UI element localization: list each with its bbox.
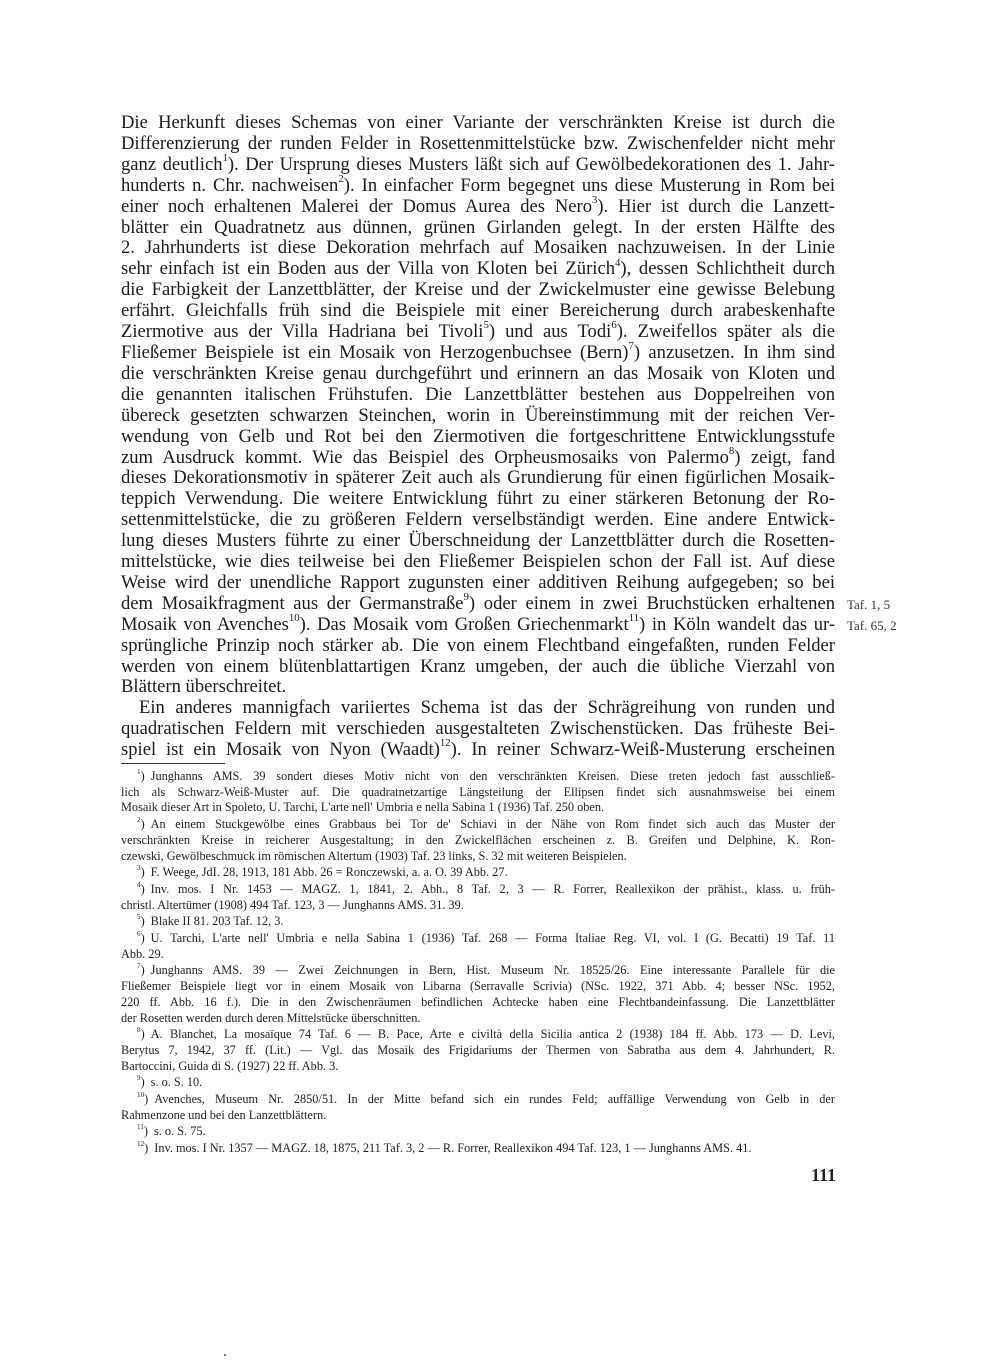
footnote-number: $^{11}$)	[137, 1123, 148, 1139]
footnote-line: christl. Altertümer (1908) 494 Taf. 123, 3 — Junghanns AMS. 31. 39.	[121, 897, 464, 912]
body-line: 2. Jahrhunderts ist diese Dekoration mehrfach auf Mosaiken nachzuweisen. In der Linie	[121, 237, 835, 259]
body-line: lung dieses Musters führte zu einer Überschneidung der Lanzettblätter durch die Rosetten-	[121, 530, 835, 552]
footnote-line: lich als Schwarz-Weiß-Muster auf. Die quadratnetzartige Längsteilung der Ellipsen findet sich ausnahmsweise bei einem	[121, 784, 835, 799]
body-line: Blättern überschreitet.	[121, 676, 287, 698]
body-line: Ziermotive aus der Villa Hadriana bei Tivoli$^5$) und aus Todi$^6$). Zweifellos später als die	[121, 319, 835, 343]
footnote-number: $^6$)	[137, 929, 145, 946]
margin-notes	[847, 595, 937, 637]
footnote	[121, 1124, 835, 1140]
footnote-line: Bartoccini, Guida di S. (1927) 22 ff. Abb. 3.	[121, 1058, 339, 1073]
body-line: sehr einfach ist ein Boden aus der Villa von Kloten bei Zürich$^4$), dessen Schlichtheit durch	[121, 256, 835, 280]
page-number: 111	[810, 1165, 836, 1185]
footnote-ref[interactable]: 5	[483, 319, 489, 332]
footnote-number: $^1$)	[137, 767, 145, 783]
footnote-line: Rahmenzone und bei den Lanzettblättern.	[121, 1107, 327, 1122]
footnote-number: $^{10}$)	[137, 1090, 149, 1107]
footnote-ref[interactable]: 9	[463, 591, 469, 604]
footnote-ref[interactable]: 6	[611, 319, 617, 332]
footnote-line: 220 ff. Abb. 16 f.). Die in den Zwischenräumen befindlichen Achtecke haben eine Flechtbandeinfassung. Die Lanzettblätter	[121, 994, 835, 1009]
footnote-line: Mosaik dieser Art in Spoleto, U. Tarchi, L'arte nell' Umbria e nella Sabina 1 (1936) Taf. 250 oben.	[121, 800, 605, 815]
body-line: Differenzierung der runden Felder in Rosettenmittelstücke bzw. Zwischenfelder nicht mehr	[121, 132, 835, 154]
footnote	[121, 1141, 835, 1157]
body-line: zum Ausdruck kommt. Wie das Beispiel des Orpheusmosaiks von Palermo$^8$) zeigt, fand	[121, 444, 835, 468]
footnote-line: $^1$) Junghanns AMS. 39 sondert dieses Motiv nicht von den verschränkten Kreisen. Diese treten jedoch fast ausschließ-	[137, 767, 835, 783]
footnote-line: verschränkten Kreise in reicherer Ausgestaltung; in den Zwickelflächen erscheinen z. B. Greifen und Delphine, K. Ron-	[121, 832, 835, 847]
footnote-ref[interactable]: 10	[288, 611, 300, 624]
margin-note-taf-65-2: Taf. 65, 2	[847, 617, 897, 633]
footnote-ref[interactable]: 11	[628, 611, 640, 624]
footnote-number: $^7$)	[137, 962, 145, 978]
body-line: Die Herkunft dieses Schemas von einer Variante der verschränkten Kreise ist durch die	[121, 112, 835, 133]
footnote-line: $^2$) An einem Stuckgewölbe eines Grabbaus bei Tor de' Schiavi in der Nähe von Rom findet sich auch das Muster der	[137, 815, 835, 832]
footnote-line: Abb. 29.	[121, 946, 164, 961]
body-line: dieses Dekorationsmotiv in späterer Zeit auch als Grundierung für einen figürlichen Mosaik-	[121, 467, 835, 489]
body-line: quadratischen Feldern mit verschieden ausgestalteten Zwischenstücken. Das früheste Bei-	[121, 718, 835, 740]
footnote-line: $^4$) Inv. mos. I Nr. 1453 — MAGZ. 1, 1841, 2. Abh., 8 Taf. 2, 3 — R. Forrer, Reallexikon der prähist., klass. u. früh-	[137, 880, 835, 896]
footnote-line: $^6$) U. Tarchi, L'arte nell' Umbria e nella Sabina 1 (1936) Taf. 268 — Forma Italiae Reg. VI, vol. I (G. Becatti) 19 Taf. 11	[137, 929, 835, 946]
body-line: Mosaik von Avenches$^{10}$). Das Mosaik vom Großen Griechenmarkt$^{11}$) in Köln wandelt das ur-	[121, 611, 836, 635]
body-line: übereck gesetzten schwarzen Steinchen, worin in Übereinstimmung mit der reichen Ver-	[121, 404, 835, 426]
body-text	[121, 113, 835, 761]
body-line: wendung von Gelb und Rot bei den Ziermotiven die fortgeschrittene Entwicklungsstufe	[121, 425, 835, 447]
body-line: Ein anderes mannigfach variiertes Schema ist das der Schrägreihung von runden und	[139, 697, 835, 719]
footnote-line: $^{11}$) s. o. S. 75.	[137, 1123, 206, 1139]
footnote-number: $^{12}$)	[137, 1140, 149, 1156]
body-line: blätter ein Quadratnetz aus dünnen, grünen Girlanden gelegt. In der ersten Hälfte des	[121, 216, 835, 238]
footnote-number: $^4$)	[137, 880, 145, 896]
footnote-number: $^3$)	[137, 864, 145, 880]
footnote-ref[interactable]: 2	[338, 172, 344, 185]
footnote-ref[interactable]: 12	[439, 737, 451, 750]
body-line: Fließemer Beispiele ist ein Mosaik von Herzogenbuchsee (Bern)$^7$) anzusetzen. In ihm sind	[121, 340, 836, 363]
footnote	[121, 1092, 835, 1123]
body-line: die Farbigkeit der Lanzettblätter, der Kreise und der Zwickelmuster eine gewisse Belebung	[121, 279, 835, 301]
footnote	[121, 914, 835, 930]
body-line: settenmittelstücke, die zu größeren Feldern verselbständigt werden. Eine andere Entwick-	[121, 509, 835, 531]
footnote-line: $^9$) s. o. S. 10.	[137, 1074, 203, 1090]
footnote-line: $^7$) Junghanns AMS. 39 — Zwei Zeichnungen in Bern, Hist. Museum Nr. 18525/26. Eine interessante Parallele für die	[137, 962, 835, 978]
footnote-line: $^3$) F. Weege, JdI. 28, 1913, 181 Abb. 26 = Ronczewski, a. a. O. 39 Abb. 27.	[137, 864, 508, 880]
body-line: werden von einem blütenblattartigen Kranz umgeben, der auch die übliche Vierzahl von	[121, 655, 835, 677]
footnotes	[121, 769, 835, 1158]
footnote-line: czewski, Gewölbeschmuck im römischen Altertum (1903) Taf. 23 links, S. 32 mit weiteren Beispielen.	[121, 848, 627, 863]
footnote-ref[interactable]: 7	[628, 340, 634, 353]
body-line: mittelstücke, wie dies teilweise bei den Fließemer Beispielen schon der Fall ist. Auf diese	[121, 551, 835, 573]
footnote	[121, 817, 835, 864]
footnote	[121, 1075, 835, 1091]
footnote-line: $^{10}$) Avenches, Museum Nr. 2850/51. In der Mitte befand sich ein rundes Feld; auffällige Verwendung von Gelb in der	[137, 1090, 835, 1107]
margin-note-taf-1-5: Taf. 1, 5	[847, 597, 891, 612]
body-line: hunderts n. Chr. nachweisen$^2$). In einfacher Form begegnet uns diese Musterung in Rom bei	[121, 172, 835, 196]
footnote-line: $^{12}$) Inv. mos. I Nr. 1357 — MAGZ. 18, 1875, 211 Taf. 3, 2 — R. Forrer, Reallexikon 494 Taf. 123, 1 — Junghanns AMS. 41.	[137, 1140, 752, 1156]
footnote-line: $^5$) Blake II 81. 203 Taf. 12, 3.	[137, 913, 284, 929]
footnote-line: Fließemer Beispiele liegt vor in einem Mosaik von Libarna (Serravalle Scrivia) (NSc. 1922, 371 Abb. 4; besser NSc. 1952,	[121, 979, 835, 994]
footnote-number: $^5$)	[137, 913, 145, 929]
footnote-ref[interactable]: 4	[615, 256, 621, 269]
body-line: sprüngliche Prinzip noch stärker ab. Die von einem Flechtband eingefaßten, runden Felder	[121, 634, 835, 656]
footnote-number: $^9$)	[137, 1074, 145, 1090]
footnote	[121, 769, 835, 816]
footnote	[121, 931, 835, 962]
footnote-ref[interactable]: 8	[728, 444, 735, 457]
body-line: ganz deutlich$^1$). Der Ursprung dieses Musters läßt sich auf Gewölbedekorationen des 1. Jahr-	[121, 152, 835, 175]
body-line: die verschränkten Kreise genau durchgeführt und erinnern an das Mosaik von Kloten und	[121, 362, 835, 384]
footnote-line: der Rosetten werden durch deren Mittelstücke überschnitten.	[121, 1010, 421, 1025]
footnote	[121, 882, 835, 913]
footnote-number: $^8$)	[137, 1026, 145, 1042]
footnote	[121, 1027, 835, 1074]
footnote-number: $^2$)	[137, 815, 145, 832]
body-line: Weise wird der unendliche Rapport zugunsten einer additiven Reihung aufgegeben; so bei	[121, 571, 835, 593]
footnote	[121, 963, 835, 1026]
footnote-line: Berytus 7, 1942, 37 ff. (Lit.) — Vgl. das Mosaik des Frigidariums der Thermen von Sabratha aus dem 4. Jahrhundert, R.	[121, 1042, 835, 1057]
paper-speck	[224, 1354, 226, 1356]
body-line: die genannten italischen Frühstufen. Die Lanzettblätter bestehen aus Doppelreihen von	[121, 383, 835, 405]
footnote-ref[interactable]: 3	[592, 193, 598, 206]
footnote-ref[interactable]: 1	[222, 152, 228, 165]
footnote-separator	[121, 763, 225, 764]
body-line: erfährt. Gleichfalls früh sind die Beispiele mit einer Bereicherung durch arabeskenhafte	[121, 300, 835, 322]
body-line: spiel ist ein Mosaik von Nyon (Waadt)$^{12}$). In reiner Schwarz-Weiß-Musterung erscheinen	[121, 737, 835, 761]
footnote-line: $^8$) A. Blanchet, La mosaïque 74 Taf. 6 — B. Pace, Arte e civiltà della Sicilia antica 2 (1938) 184 ff. Abb. 173 — D. Levi,	[137, 1026, 835, 1042]
body-line: einer noch erhaltenen Malerei der Domus Aurea des Nero$^3$). Hier ist durch die Lanzett-	[121, 193, 835, 217]
body-line: teppich Verwendung. Die weitere Entwicklung führt zu einer stärkeren Betonung der Ro-	[121, 488, 835, 510]
body-line: dem Mosaikfragment aus der Germanstraße$^9$) oder einem in zwei Bruchstücken erhaltenen	[121, 591, 835, 614]
footnote	[121, 865, 835, 881]
